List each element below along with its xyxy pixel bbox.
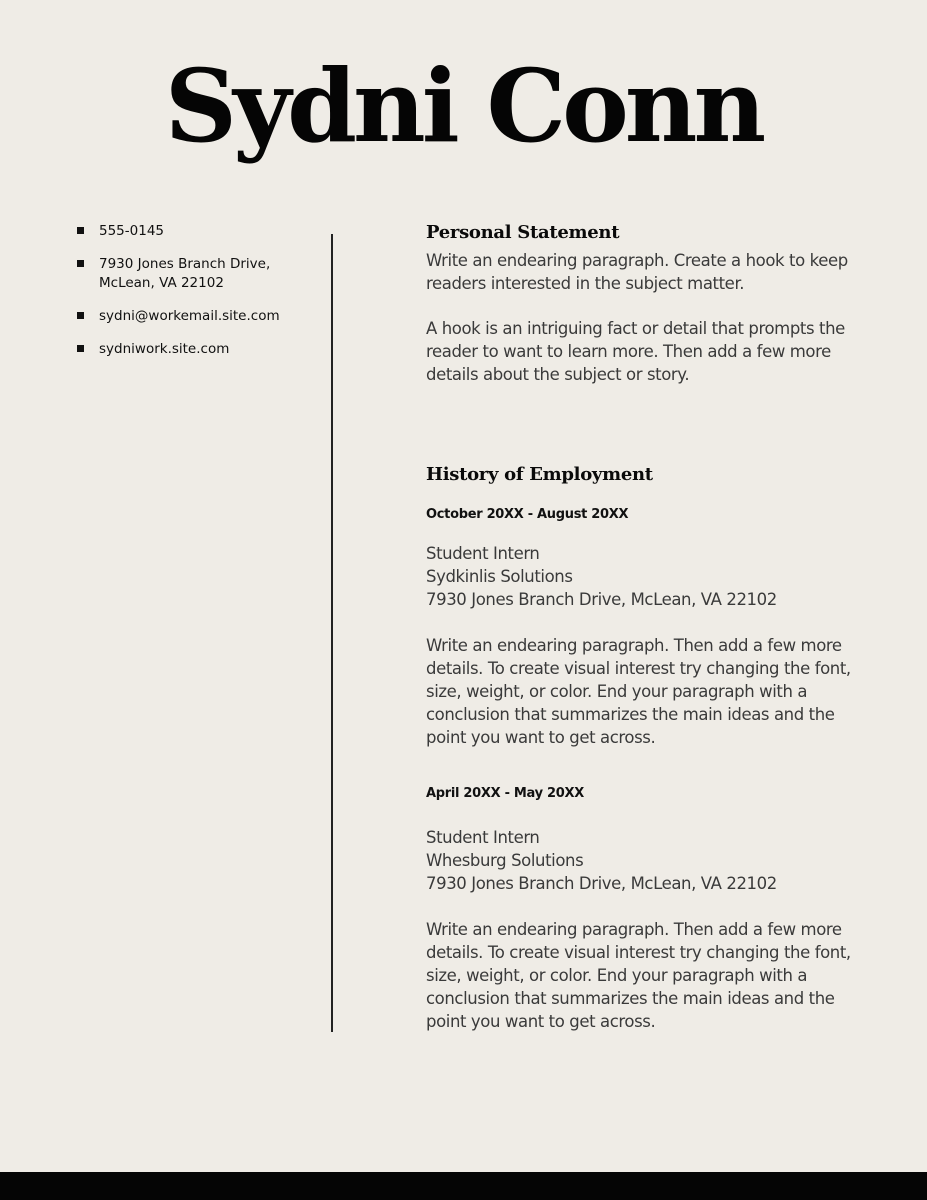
- personal-statement-paragraph-2: A hook is an intriguing fact or detail that prompts the reader to want to learn more. Then add a few more details about the subject or story.: [426, 319, 845, 384]
- footer-bar: [0, 1172, 927, 1200]
- employment-heading: History of Employment: [426, 464, 653, 485]
- square-bullet-icon: [77, 260, 84, 267]
- contact-email: [77, 307, 317, 326]
- contact-address: [77, 255, 317, 293]
- personal-statement-paragraph-1: Write an endearing paragraph. Create a hook to keep readers interested in the subject matter.: [426, 251, 848, 293]
- personal-statement-section: [426, 219, 856, 386]
- job-address: 7930 Jones Branch Drive, McLean, VA 22102: [426, 874, 777, 893]
- job-description: Write an endearing paragraph. Then add a few more details. To create visual interest try changing the font, size, weight, or color. End your paragraph with a conclusion that summarizes the main ideas and the point you want to get across.: [426, 636, 851, 747]
- address-line-1: 7930 Jones Branch Drive,: [99, 256, 271, 272]
- address-line-2: McLean, VA 22102: [99, 275, 224, 291]
- job-entry: [426, 505, 856, 749]
- job-address: 7930 Jones Branch Drive, McLean, VA 22102: [426, 590, 777, 609]
- phone-text: 555-0145: [99, 223, 164, 239]
- job-company: Sydkinlis Solutions: [426, 567, 573, 586]
- main-column: [426, 219, 856, 1033]
- square-bullet-icon: [77, 345, 84, 352]
- personal-statement-heading: Personal Statement: [426, 222, 620, 243]
- email-text: sydni@workemail.site.com: [99, 308, 280, 324]
- employment-section: [426, 461, 856, 1033]
- contact-website: [77, 340, 317, 359]
- job-entry: [426, 784, 856, 1033]
- job-title: Student Intern: [426, 544, 540, 563]
- resume-name: Sydni Conn: [164, 47, 763, 165]
- job-description: Write an endearing paragraph. Then add a few more details. To create visual interest try changing the font, size, weight, or color. End your paragraph with a conclusion that summarizes the main ideas and the point you want to get across.: [426, 920, 851, 1031]
- website-text: sydniwork.site.com: [99, 341, 230, 357]
- job-company: Whesburg Solutions: [426, 851, 584, 870]
- square-bullet-icon: [77, 227, 84, 234]
- job-title: Student Intern: [426, 828, 540, 847]
- square-bullet-icon: [77, 312, 84, 319]
- job-dates: October 20XX - August 20XX: [426, 507, 629, 522]
- contact-phone: [77, 222, 317, 241]
- job-dates: April 20XX - May 20XX: [426, 786, 584, 801]
- contact-list: [77, 222, 317, 373]
- column-divider: [331, 234, 333, 1032]
